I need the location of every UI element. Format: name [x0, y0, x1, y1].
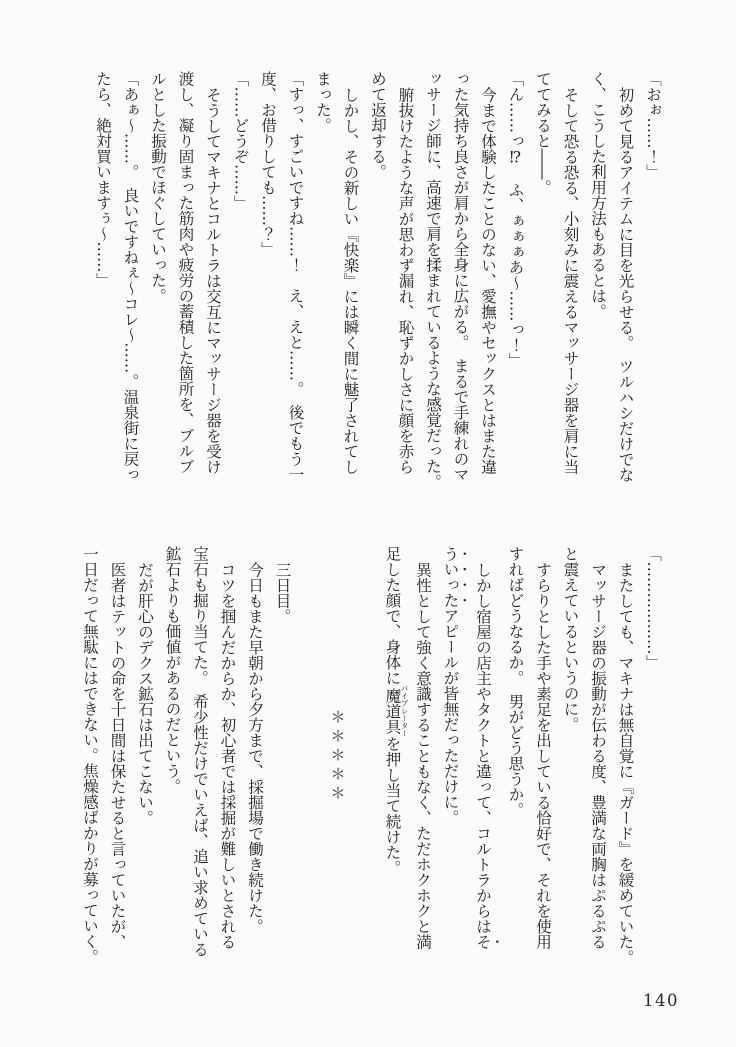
text-segment: しかし宿屋の店主やタクトと違って、コルトラからは [474, 561, 492, 934]
text-line [378, 546, 409, 966]
text-line [186, 546, 214, 966]
text-line [611, 71, 639, 491]
text-line [529, 71, 557, 491]
text-segment: 「………………」 [644, 546, 662, 670]
text-segment: を押し当て続けた。 [383, 736, 402, 876]
text-line [639, 71, 667, 491]
text-line [241, 546, 269, 966]
text-line [364, 71, 392, 491]
text-segment: しかし、その新しい『快楽』には瞬く間に魅了されてし [341, 86, 360, 474]
text-line [639, 546, 667, 966]
text-line [144, 71, 172, 491]
text-line [336, 71, 364, 491]
text-segment: だが肝心のデクス鉱石は出てこない。 [136, 561, 154, 825]
text-segment: 今まで体験したことのない、愛撫やセックスとはまた違 [479, 86, 497, 474]
text-line [611, 546, 639, 966]
text-segment: アピールが皆無だっただけに。 [441, 608, 460, 825]
page-number: 140 [643, 991, 679, 1010]
text-line [556, 546, 584, 966]
text-line [131, 546, 159, 966]
text-segment: 渡し、凝り固まった筋肉や疲労の蓄積した箇所を、ブルブ [176, 71, 195, 474]
ruby-annotated-word: 魔道具バイブレーター [383, 684, 409, 737]
text-line [309, 71, 337, 491]
text-segment: またしても、マキナは無自覚に『ガード』を緩めていた。 [616, 561, 635, 965]
text-line [268, 546, 296, 966]
text-line [171, 71, 199, 491]
text-block-bottom [76, 546, 667, 966]
text-line [158, 546, 186, 966]
text-segment: と震えているというのに。 [561, 546, 580, 732]
text-line [529, 546, 557, 966]
text-line [199, 71, 227, 491]
text-line [254, 71, 282, 491]
text-line [391, 71, 419, 491]
text-segment: 宝石も掘り当てた。 希少性だけでいえば、追い求めている [191, 546, 209, 957]
text-line [409, 546, 437, 966]
text-line [556, 71, 584, 491]
text-segment: 今日もまた早朝から夕方まで、採掘場で働き続けた。 [246, 561, 264, 934]
text-line [76, 546, 104, 966]
text-segment: 異性として強く意識することもなく、ただホクホクと満 [414, 561, 432, 949]
text-segment: ててみると――。 [534, 71, 552, 195]
text-segment: 一日だって無駄にはできない。焦燥感ばかりが募っていく。 [81, 546, 99, 965]
text-line [213, 546, 241, 966]
text-line [116, 71, 144, 491]
text-line [501, 71, 529, 491]
text-segment: めて返却する。 [369, 71, 387, 180]
scene-separator [323, 546, 351, 966]
text-segment: 「おぉ……！」 [644, 71, 662, 180]
text-line [103, 546, 131, 966]
text-segment: 三日目。 [273, 561, 292, 624]
text-segment: たら、絶対買いますぅ～……」 [94, 71, 112, 288]
text-segment: まった。 [314, 71, 332, 133]
text-line [89, 71, 117, 491]
text-segment: コツを掴んだからか、初心者では採掘が難しいとされる [218, 561, 237, 949]
text-line [469, 546, 502, 966]
text-line [281, 71, 309, 491]
emphasized-text: ういった [441, 546, 460, 608]
text-segment: マッサージ器の振動が伝わる度、豊満な両胸はぷるぷる [589, 561, 607, 949]
text-segment: った気持ち良さが肩から全身に広がる。 まるで手練れのマ [451, 71, 470, 482]
text-segment: 「すっ、すごいですね……！ え、えと……。 後でもう一 [286, 71, 305, 482]
text-segment: 「ん……っ⁉ ふ、ぁぁぁあ～……っ！」 [506, 71, 525, 368]
text-segment: ッサージ師に、高速で肩を揉まれているような感覚だった。 [424, 71, 442, 490]
text-segment: 医者はテットの命を十日間は保たせると言っていたが、 [108, 561, 127, 949]
text-segment: ルとした振動でほぐしていった。 [149, 71, 167, 304]
text-segment: 「あぁ～……。 良いですねぇ～コレ～……。温泉街に戻っ [121, 71, 140, 482]
text-segment: ＊＊＊＊＊ [328, 708, 347, 804]
text-segment: く、こうした利用方法もあるとは。 [589, 71, 607, 319]
text-line [584, 71, 612, 491]
text-block-top [89, 71, 667, 491]
text-segment: 鉱石よりも価値があるのだという。 [163, 546, 182, 794]
text-segment: 「……どうぞ……」 [231, 71, 250, 211]
text-segment: そうしてマキナとコルトラは交互にマッサージ器を受け [204, 86, 222, 474]
text-segment: 度、お借りしても……？」 [259, 71, 277, 257]
text-line [474, 71, 502, 491]
text-segment: 腑抜けたような声が思わず漏れ、恥ずかしさに顔を赤ら [396, 86, 415, 474]
text-line [501, 546, 529, 966]
text-segment: すらりとした手や素足を出している恰好で、それを使用 [534, 561, 552, 949]
text-segment: すればどうなるか。 男がどう思うか。 [506, 546, 525, 818]
text-segment: 初めて見るアイテムに目を光らせる。 ツルハシだけでな [616, 86, 635, 482]
text-line [419, 71, 447, 491]
text-line [584, 546, 612, 966]
text-line [436, 546, 469, 966]
emphasized-text: そ [474, 933, 492, 949]
text-line [446, 71, 474, 491]
text-line [226, 71, 254, 491]
text-segment: そして恐る恐る、小刻みに震えるマッサージ器を肩に当 [561, 86, 580, 474]
text-segment: 足した顔で、身体に [383, 546, 402, 686]
